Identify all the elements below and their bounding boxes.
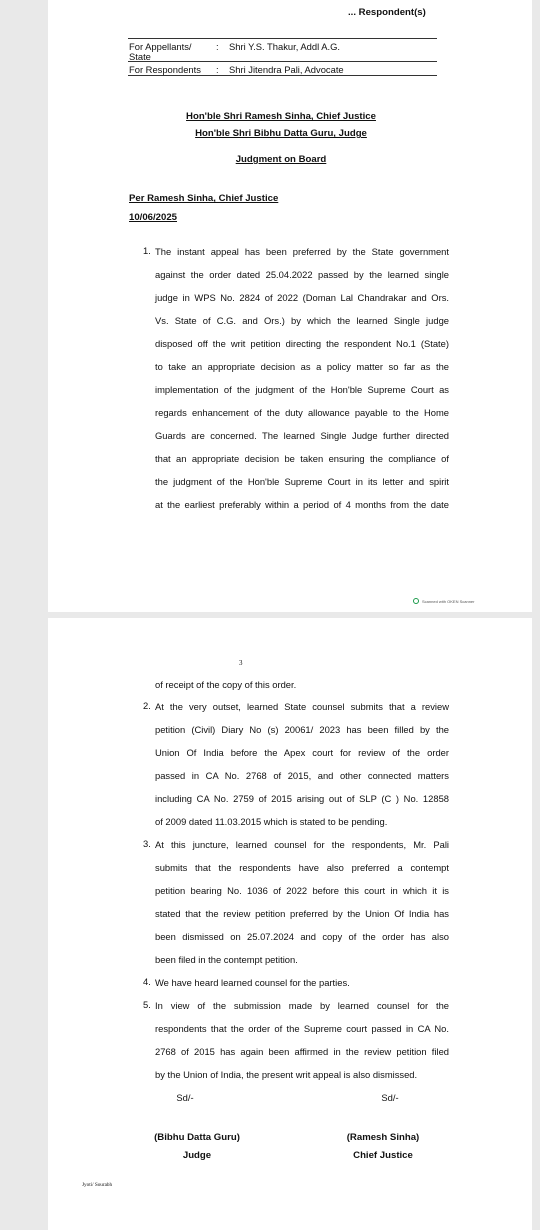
- paragraph-3: [155, 838, 449, 976]
- para-line: The instant appeal has been preferred by the State government: [155, 246, 449, 257]
- para-line: to take an appropriate decision as a policy matter so far as the: [155, 361, 449, 372]
- respondents-separator: :: [216, 64, 219, 75]
- appearance-rule: [128, 75, 437, 76]
- para-line: In view of the submission made by learned counsel for the: [155, 1000, 449, 1011]
- right-signatory-name: (Ramesh Sinha): [346, 1132, 420, 1143]
- page-number: 3: [239, 659, 243, 667]
- para-line: At the very outset, learned State counsel submits that a review: [155, 701, 449, 712]
- respondents-label: For Respondents: [129, 64, 201, 75]
- para-line: passed in CA No. 2768 of 2015, and other connected matters: [155, 770, 449, 781]
- para-line: petition (Civil) Diary No (s) 20061/ 2023 has been filled by the: [155, 724, 449, 735]
- para-number: 2.: [143, 700, 151, 711]
- para-line: regards enhancement of the duty allowance payable to the Home: [155, 407, 449, 418]
- appearance-rule: [128, 38, 437, 39]
- continuation-line: of receipt of the copy of this order.: [155, 679, 297, 690]
- coram-judge-2: Hon'ble Shri Bibhu Datta Guru, Judge: [195, 128, 367, 139]
- per-author: Per Ramesh Sinha, Chief Justice: [129, 193, 279, 204]
- para-number: 1.: [143, 245, 151, 256]
- scanner-watermark: [413, 598, 474, 604]
- para-line: at the earliest preferably within a period of 4 months from the date: [155, 499, 449, 510]
- appellants-separator: :: [216, 41, 219, 52]
- para-line: Vs. State of C.G. and Ors.) by which the learned Single judge: [155, 315, 449, 326]
- para-line: implementation of the judgment of the Hon'ble Supreme Court as: [155, 384, 449, 395]
- para-line: been dismissed on 25.07.2024 and copy of the order has also: [155, 931, 449, 942]
- paragraph-1: [155, 245, 449, 521]
- para-line: against the order dated 25.04.2022 passed by the learned single: [155, 269, 449, 280]
- para-line: Union Of India before the Apex court for review of the order: [155, 747, 449, 758]
- para-number: 3.: [143, 838, 151, 849]
- scanner-logo-icon: [413, 598, 419, 604]
- judgment-title: Judgment on Board: [235, 154, 327, 165]
- para-line: respondents that the order of the Supreme court passed in CA No.: [155, 1023, 449, 1034]
- para-line: disposed off the writ petition directing the respondent No.1 (State): [155, 338, 449, 349]
- para-line: Guards are concerned. The learned Single Judge further directed: [155, 430, 449, 441]
- right-signatory-title: Chief Justice: [353, 1150, 413, 1161]
- para-line: stated that the review petition preferred by the Union Of India has: [155, 908, 449, 919]
- judgment-date: 10/06/2025: [129, 212, 178, 223]
- para-line: of 2009 dated 11.03.2015 which is stated to be pending.: [155, 816, 388, 827]
- left-signatory-title: Judge: [182, 1150, 212, 1161]
- para-line: At this juncture, learned counsel for the respondents, Mr. Pali: [155, 839, 449, 850]
- respondents-counsel: Shri Jitendra Pali, Advocate: [229, 64, 344, 75]
- appellants-label: For Appellants/: [129, 41, 192, 52]
- right-sd-mark: Sd/-: [381, 1092, 399, 1103]
- para-line: 2768 of 2015 has again been affirmed in the review petition filed: [155, 1046, 449, 1057]
- state-label: State: [129, 51, 151, 62]
- para-line: the judgment of the Hon'ble Supreme Court in its letter and spirit: [155, 476, 449, 487]
- appearance-rule: [128, 61, 437, 62]
- paragraph-4: We have heard learned counsel for the parties.: [155, 977, 350, 988]
- para-line: submits that the respondents have also preferred a contempt: [155, 862, 449, 873]
- para-line: petition bearing No. 1036 of 2022 before this court in which it is: [155, 885, 449, 896]
- left-sd-mark: Sd/-: [176, 1092, 194, 1103]
- para-line: including CA No. 2759 of 2015 arising out of SLP (C ) No. 12858: [155, 793, 449, 804]
- paragraph-5: [155, 999, 449, 1091]
- respondent-label: ... Respondent(s): [348, 7, 426, 18]
- para-line: that an appropriate decision be taken ensuring the compliance of: [155, 453, 449, 464]
- appellants-counsel: Shri Y.S. Thakur, Addl A.G.: [229, 41, 341, 52]
- judgment-page-1: [48, 0, 532, 612]
- left-signatory-name: (Bibhu Datta Guru): [154, 1132, 240, 1143]
- para-number: 4.: [143, 976, 151, 987]
- para-line: been filed in the contempt petition.: [155, 954, 298, 965]
- para-number: 5.: [143, 999, 151, 1010]
- coram-judge-1: Hon'ble Shri Ramesh Sinha, Chief Justice: [186, 111, 376, 122]
- paragraph-2: [155, 700, 449, 838]
- typist-initials: Jyoti/ Sourabh: [82, 1182, 113, 1188]
- para-line: by the Union of India, the present writ appeal is also dismissed.: [155, 1069, 418, 1080]
- scanner-text: Scanned with OKEN Scanner: [422, 598, 475, 604]
- para-line: judge in WPS No. 2824 of 2022 (Doman Lal Chandrakar and Ors.: [155, 292, 449, 303]
